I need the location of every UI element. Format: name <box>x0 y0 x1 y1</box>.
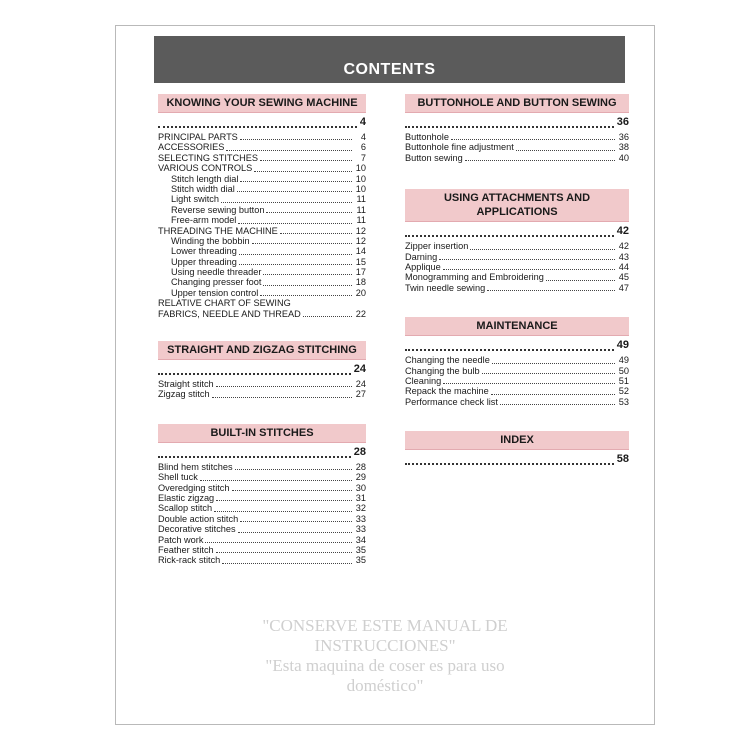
section-buttonhole-and-button-sewing <box>405 94 629 163</box>
dot-leader <box>205 541 352 543</box>
dot-leader <box>221 201 352 203</box>
dot-leader <box>240 138 352 140</box>
dot-leader <box>212 396 352 398</box>
entry-label: FABRICS, NEEDLE AND THREAD <box>158 308 301 319</box>
entry-label: Free-arm model <box>171 215 237 226</box>
section-heading: USING ATTACHMENTS AND APPLICATIONS <box>405 189 629 222</box>
section-index <box>405 431 629 465</box>
dot-leader <box>405 455 614 465</box>
entry-page-number: 10 <box>355 163 366 174</box>
dot-leader <box>239 263 352 265</box>
section-maintenance <box>405 317 629 407</box>
entry-page-number: 33 <box>355 513 366 524</box>
toc-entry <box>158 545 366 555</box>
entry-label: Blind hem stitches <box>158 461 233 472</box>
entry-page-number: 53 <box>618 396 629 407</box>
toc-entry <box>405 241 629 251</box>
entry-page-number: 7 <box>360 152 366 163</box>
entry-label: Applique <box>405 261 441 272</box>
toc-entry <box>158 174 366 184</box>
ghost-line: "Esta maquina de coser es para uso <box>265 656 505 675</box>
dot-leader <box>216 499 352 501</box>
section-page-number: 58 <box>616 453 629 466</box>
entry-label: Stitch width dial <box>171 183 235 194</box>
dot-leader <box>546 279 615 281</box>
entry-label: VARIOUS CONTROLS <box>158 163 253 174</box>
dot-leader <box>492 362 615 364</box>
entry-label: Winding the bobbin <box>171 235 250 246</box>
toc-entry <box>158 555 366 565</box>
bleed-through-text <box>116 616 654 696</box>
entry-page-number: 52 <box>618 386 629 397</box>
entry-page-number: 20 <box>355 287 366 298</box>
entry-label: Twin needle sewing <box>405 282 486 293</box>
toc-entry <box>158 163 366 173</box>
entry-label: Straight stitch <box>158 379 214 390</box>
entry-page-number: 11 <box>356 204 366 215</box>
section-page-number: 49 <box>616 339 629 352</box>
right-column <box>405 94 629 465</box>
section-page-row <box>405 116 629 128</box>
toc-entry <box>405 283 629 293</box>
dot-leader <box>405 341 614 351</box>
dot-leader <box>240 520 352 522</box>
left-column <box>158 94 366 566</box>
ghost-line: "CONSERVE ESTE MANUAL DE <box>262 616 508 635</box>
entry-label: Patch work <box>158 534 204 545</box>
dot-leader <box>158 118 357 128</box>
toc-entry <box>158 246 366 256</box>
entry-page-number: 11 <box>356 215 366 226</box>
toc-entry <box>405 397 629 407</box>
toc-entry <box>158 132 366 142</box>
toc-entry <box>158 524 366 534</box>
dot-leader <box>266 211 352 213</box>
entry-page-number: 51 <box>618 375 629 386</box>
toc-entry <box>405 262 629 272</box>
dot-leader <box>263 273 352 275</box>
entry-label: PRINCIPAL PARTS <box>158 131 238 142</box>
entry-list <box>158 379 366 400</box>
entry-label: Zipper insertion <box>405 241 469 252</box>
entry-label: Feather stitch <box>158 544 214 555</box>
toc-entry <box>158 535 366 545</box>
entry-page-number: 10 <box>355 183 366 194</box>
entry-page-number: 32 <box>355 503 366 514</box>
entry-page-number: 24 <box>355 379 366 390</box>
entry-label: Darning <box>405 251 438 262</box>
entry-label: RELATIVE CHART OF SEWING <box>158 298 291 309</box>
entry-page-number: 38 <box>618 142 629 153</box>
toc-entry <box>158 277 366 287</box>
entry-label: Using needle threader <box>171 267 262 278</box>
dot-leader <box>439 258 615 260</box>
dot-leader <box>482 372 615 374</box>
entry-page-number: 17 <box>355 267 366 278</box>
entry-label: Upper threading <box>171 256 237 267</box>
dot-leader <box>303 315 352 317</box>
entry-label: Reverse sewing button <box>171 204 265 215</box>
toc-entry <box>158 215 366 225</box>
section-knowing-your-sewing-machine <box>158 94 366 319</box>
entry-label: Changing the bulb <box>405 365 480 376</box>
toc-entry <box>158 267 366 277</box>
toc-entry <box>158 184 366 194</box>
entry-label: Button sewing <box>405 152 463 163</box>
entry-label: Upper tension control <box>171 287 259 298</box>
toc-entry <box>158 483 366 493</box>
toc-entry <box>405 366 629 376</box>
dot-leader <box>254 170 352 172</box>
entry-label: Repack the machine <box>405 386 489 397</box>
toc-entry <box>158 493 366 503</box>
toc-entry <box>405 386 629 396</box>
entry-list <box>158 462 366 566</box>
toc-entry <box>158 194 366 204</box>
section-page-number: 28 <box>353 445 366 458</box>
entry-page-number: 33 <box>355 524 366 535</box>
toc-entry <box>405 132 629 142</box>
dot-leader <box>238 222 352 224</box>
ghost-line: doméstico" <box>346 676 424 695</box>
dot-leader <box>263 284 352 286</box>
entry-page-number: 18 <box>355 277 366 288</box>
toc-entry <box>405 272 629 282</box>
toc-entry <box>158 503 366 513</box>
entry-page-number: 29 <box>355 472 366 483</box>
dot-leader <box>232 489 353 491</box>
dot-leader <box>252 242 352 244</box>
toc-entry <box>158 309 366 319</box>
entry-label: THREADING THE MACHINE <box>158 225 278 236</box>
toc-entry <box>405 355 629 365</box>
document-page <box>115 25 655 725</box>
section-heading: MAINTENANCE <box>405 317 629 336</box>
entry-page-number: 50 <box>618 365 629 376</box>
dot-leader <box>405 227 614 237</box>
dot-leader <box>158 448 351 458</box>
section-page-row <box>158 116 366 128</box>
entry-page-number: 45 <box>618 272 629 283</box>
dot-leader <box>235 468 352 470</box>
section-straight-and-zigzag-stitching <box>158 341 366 400</box>
toc-entry <box>158 514 366 524</box>
dot-leader <box>238 531 352 533</box>
section-page-number: 42 <box>616 225 629 238</box>
entry-label: ACCESSORIES <box>158 142 225 153</box>
dot-leader <box>240 180 352 182</box>
dot-leader <box>226 149 352 151</box>
entry-label: Changing presser foot <box>171 277 262 288</box>
toc-entry <box>405 142 629 152</box>
toc-entry <box>158 288 366 298</box>
dot-leader <box>491 393 615 395</box>
entry-label: Monogramming and Embroidering <box>405 272 544 283</box>
section-heading: INDEX <box>405 431 629 450</box>
toc-entry <box>158 379 366 389</box>
entry-page-number: 15 <box>355 256 366 267</box>
ghost-line: INSTRUCCIONES" <box>314 636 456 655</box>
dot-leader <box>405 118 614 128</box>
dot-leader <box>158 365 351 375</box>
entry-list <box>405 132 629 163</box>
section-page-row <box>405 339 629 351</box>
dot-leader <box>239 253 352 255</box>
entry-page-number: 42 <box>618 241 629 252</box>
entry-list <box>405 355 629 407</box>
entry-page-number: 27 <box>355 389 366 400</box>
section-page-row <box>405 225 629 237</box>
entry-page-number: 35 <box>355 555 366 566</box>
dot-leader <box>465 159 615 161</box>
dot-leader <box>487 289 615 291</box>
entry-list <box>405 241 629 293</box>
dot-leader <box>470 248 615 250</box>
entry-page-number: 30 <box>355 482 366 493</box>
page-title: CONTENTS <box>343 61 436 78</box>
entry-label: Lower threading <box>171 246 237 257</box>
section-page-row <box>158 363 366 375</box>
dot-leader <box>200 479 352 481</box>
entry-page-number: 28 <box>355 461 366 472</box>
entry-label: Double action stitch <box>158 513 239 524</box>
entry-label: Zigzag stitch <box>158 389 210 400</box>
entry-list <box>158 132 366 319</box>
section-heading: STRAIGHT AND ZIGZAG STITCHING <box>158 341 366 360</box>
toc-entry <box>158 389 366 399</box>
entry-page-number: 10 <box>355 173 366 184</box>
entry-label: Shell tuck <box>158 472 198 483</box>
entry-label: Changing the needle <box>405 355 490 366</box>
toc-entry <box>158 226 366 236</box>
dot-leader <box>260 159 352 161</box>
section-heading: KNOWING YOUR SEWING MACHINE <box>158 94 366 113</box>
dot-leader <box>216 551 352 553</box>
entry-label: Performance check list <box>405 396 498 407</box>
dot-leader <box>443 268 615 270</box>
dot-leader <box>216 385 352 387</box>
entry-label: Overedging stitch <box>158 482 230 493</box>
dot-leader <box>516 149 615 151</box>
entry-label: SELECTING STITCHES <box>158 152 259 163</box>
entry-page-number: 34 <box>355 534 366 545</box>
section-heading: BUILT-IN STITCHES <box>158 424 366 443</box>
entry-page-number: 49 <box>618 355 629 366</box>
entry-label: Buttonhole <box>405 131 449 142</box>
entry-page-number: 12 <box>355 235 366 246</box>
toc-entry <box>405 252 629 262</box>
entry-page-number: 31 <box>355 492 366 503</box>
toc-entry <box>158 472 366 482</box>
entry-label: Decorative stitches <box>158 524 236 535</box>
dot-leader <box>500 403 615 405</box>
section-built-in-stitches <box>158 424 366 566</box>
entry-page-number: 11 <box>356 194 366 205</box>
entry-page-number: 40 <box>618 152 629 163</box>
dot-leader <box>293 306 352 307</box>
toc-entry <box>158 153 366 163</box>
toc-entry <box>158 462 366 472</box>
entry-label: Rick-rack stitch <box>158 555 221 566</box>
section-heading: BUTTONHOLE AND BUTTON SEWING <box>405 94 629 113</box>
entry-label: Scallop stitch <box>158 503 213 514</box>
section-page-row <box>405 453 629 465</box>
toc-entry <box>405 153 629 163</box>
section-page-number: 24 <box>353 363 366 376</box>
entry-label: Stitch length dial <box>171 173 239 184</box>
dot-leader <box>443 382 615 384</box>
section-page-number: 36 <box>616 116 629 128</box>
entry-label: Buttonhole fine adjustment <box>405 142 514 153</box>
entry-label: Cleaning <box>405 375 442 386</box>
dot-leader <box>237 190 352 192</box>
dot-leader <box>451 138 615 140</box>
entry-page-number: 44 <box>618 261 629 272</box>
dot-leader <box>280 232 352 234</box>
section-page-row <box>158 446 366 458</box>
toc-entry <box>158 205 366 215</box>
toc-entry <box>158 142 366 152</box>
entry-page-number: 14 <box>355 246 366 257</box>
entry-page-number: 35 <box>355 544 366 555</box>
entry-page-number: 6 <box>360 142 366 153</box>
entry-page-number: 43 <box>618 251 629 262</box>
toc-entry <box>158 298 366 308</box>
dot-leader <box>222 562 352 564</box>
toc-entry <box>405 376 629 386</box>
entry-label: Light switch <box>171 194 220 205</box>
section-page-number: 4 <box>359 116 366 128</box>
entry-page-number: 12 <box>355 225 366 236</box>
entry-label: Elastic zigzag <box>158 492 215 503</box>
dot-leader <box>214 510 352 512</box>
dot-leader <box>260 294 352 296</box>
entry-page-number: 22 <box>355 308 366 319</box>
toc-entry <box>158 236 366 246</box>
entry-page-number: 36 <box>618 131 629 142</box>
section-using-attachments-and-applications <box>405 189 629 293</box>
toc-entry <box>158 257 366 267</box>
contents-title-bar <box>154 36 625 83</box>
entry-page-number: 47 <box>618 282 629 293</box>
entry-page-number: 4 <box>360 131 366 142</box>
